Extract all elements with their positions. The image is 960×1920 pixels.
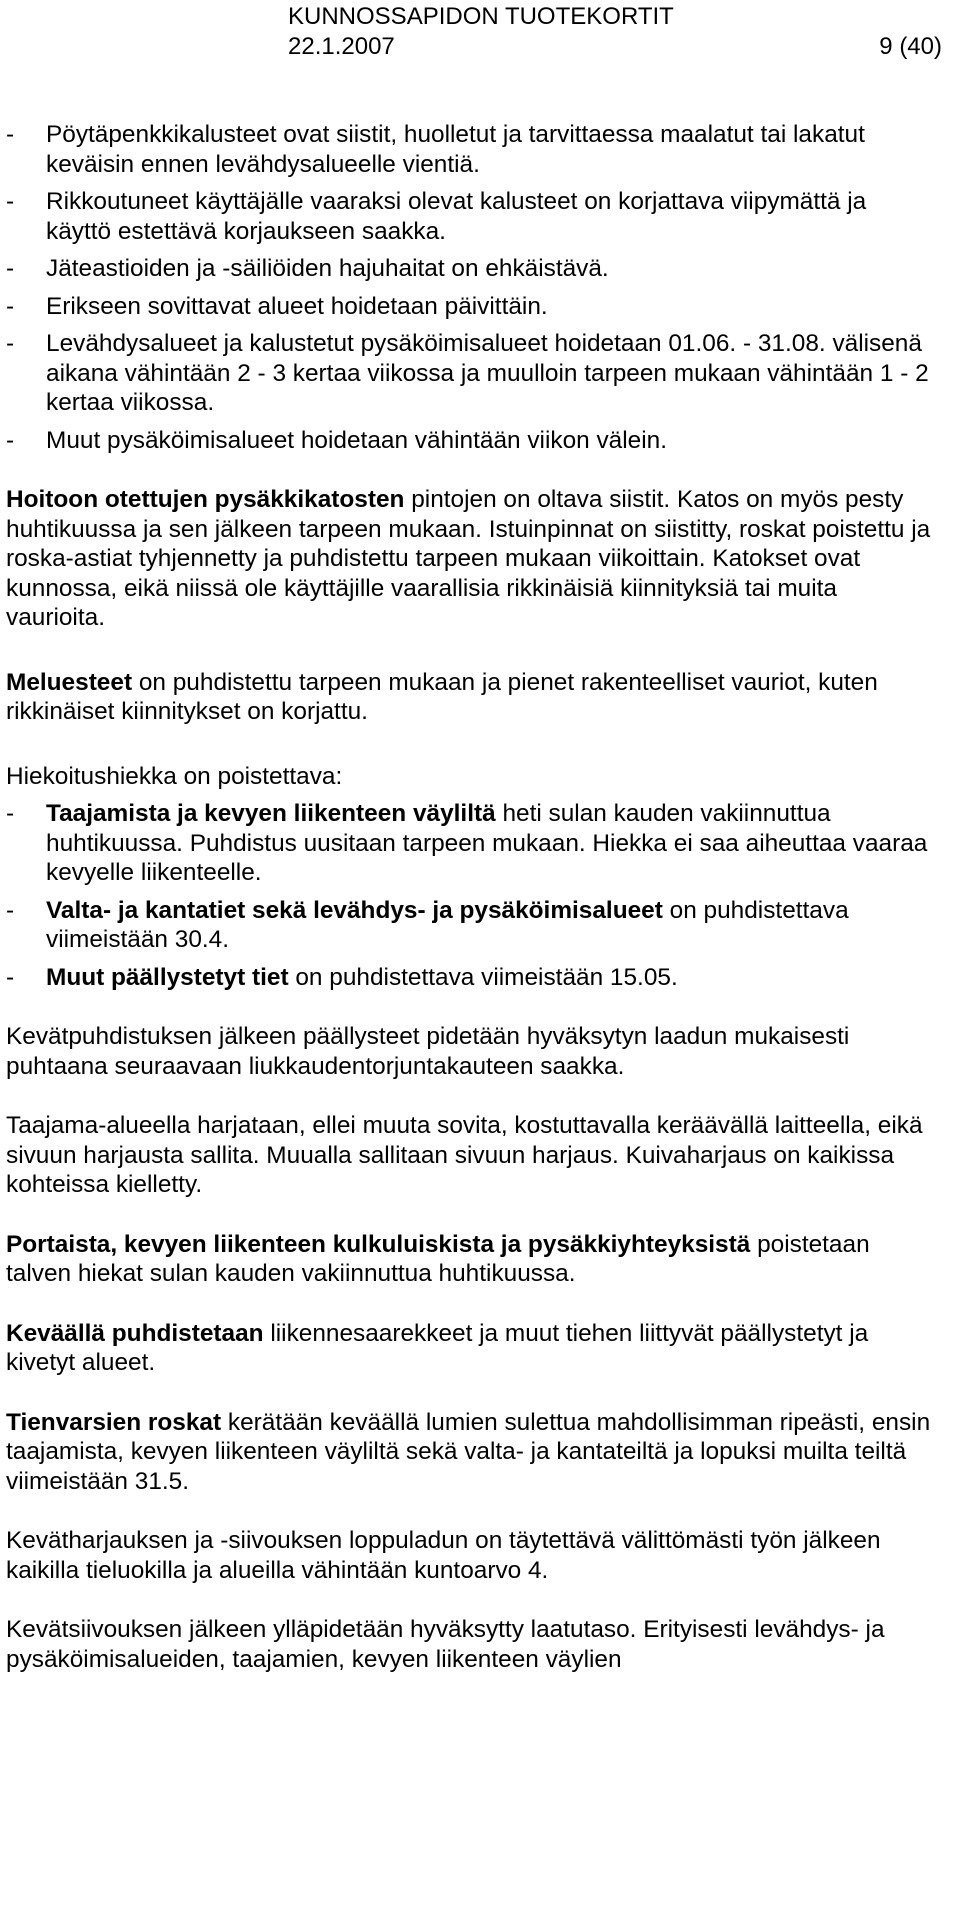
bold-lead: Keväällä puhdistetaan — [6, 1319, 264, 1347]
paragraph-text: liikennesaarekkeet ja muut tiehen liittyvät päällystetyt ja kivetyt alueet. — [6, 1319, 869, 1376]
list-item-text: on puhdistettava viimeistään 15.05. — [288, 963, 678, 991]
paragraph-text: kerätään keväällä lumien sulettua mahdollisimman ripeästi, ensin taajamista, kevyen liikenteen väyliltä sekä valta- ja kantateiltä ja lopuksi muilta teiltä viimeistään 31.5. — [6, 1408, 931, 1495]
list-item-text: on puhdistettava viimeistään 30.4. — [46, 896, 849, 953]
header-date: 22.1.2007 — [288, 33, 395, 60]
paragraph-traffic-islands — [6, 1319, 936, 1378]
list-item — [6, 896, 936, 955]
bold-lead: Tienvarsien roskat — [6, 1408, 222, 1436]
document-body — [6, 120, 936, 1674]
bold-lead: Valta- ja kantatiet sekä levähdys- ja pysäköimisalueet — [46, 896, 663, 924]
sand-removal-list — [6, 799, 936, 992]
list-item: - Erikseen sovittavat alueet hoidetaan päivittäin. — [6, 292, 936, 322]
list-item: - Levähdysalueet ja kalustetut pysäköimisalueet hoidetaan 01.06. - 31.08. välisenä aikana vähintään 2 - 3 kertaa viikossa ja muulloin tarpeen mukaan vähintään 1 - 2 kertaa viikossa. — [6, 329, 936, 418]
list-item: - Pöytäpenkkikalusteet ovat siistit, huolletut ja tarvittaessa maalatut tai lakatut keväisin ennen levähdysalueelle vientiä. — [6, 120, 936, 179]
list-item — [6, 799, 936, 888]
list-item-text: heti sulan kauden vakiinnuttua huhtikuussa. Puhdistus uusitaan tarpeen mukaan. Hiekka ei saa aiheuttaa vaaraa kevyelle liikenteelle. — [46, 800, 928, 886]
paragraph-maintenance-level: Kevätsiivouksen jälkeen ylläpidetään hyväksytty laatutaso. Erityisesti levähdys- ja pysäköimisalueiden, taajamien, kevyen liikenteen väylien — [6, 1616, 885, 1673]
paragraph-bus-shelters — [6, 485, 936, 633]
bold-lead: Portaista, kevyen liikenteen kulkuluiskista ja pysäkkiyhteyksistä — [6, 1230, 751, 1258]
paragraph-spring-cleaning: Kevätpuhdistuksen jälkeen päällysteet pidetään hyväksytyn laadun mukaisesti puhtaana seuraavaan liukkaudentorjuntakauteen saakka. — [6, 1023, 850, 1080]
paragraph-roadside-litter — [6, 1408, 936, 1497]
list-item: - Jäteastioiden ja -säiliöiden hajuhaitat on ehkäistävä. — [6, 254, 936, 284]
list-item: - Rikkoutuneet käyttäjälle vaaraksi olevat kalusteet on korjattava viipymättä ja käyttö estettävä korjaukseen saakka. — [6, 187, 936, 246]
paragraph-urban-brushing: Taajama-alueella harjataan, ellei muuta sovita, kostuttavalla keräävällä laitteella, eikä sivuun harjausta sallita. Muualla sallitaan sivuun harjaus. Kuivaharjaus on kaikissa kohteissa kielletty. — [6, 1112, 923, 1198]
list-item — [6, 963, 936, 993]
paragraph-noise-barriers — [6, 668, 936, 727]
section-heading: Hiekoitushiekka on poistettava: — [6, 762, 343, 790]
paragraph-brushing-quality: Kevätharjauksen ja -siivouksen loppuladun on täytettävä välittömästi työn jälkeen kaikilla tieluokilla ja alueilla vähintään kuntoarvo 4. — [6, 1527, 881, 1584]
maintenance-list — [6, 120, 936, 455]
header-page-number: 9 (40) — [879, 33, 942, 60]
paragraph-stairs — [6, 1230, 936, 1289]
bold-lead: Hoitoon otettujen pysäkkikatosten — [6, 486, 405, 513]
list-item: - Muut pysäköimisalueet hoidetaan vähintään viikon välein. — [6, 426, 936, 456]
paragraph-text: on puhdistettu tarpeen mukaan ja pienet rakenteelliset vauriot, kuten rikkinäiset kiinnitykset on korjattu. — [6, 668, 878, 725]
bold-lead: Taajamista ja kevyen liikenteen väyliltä — [46, 800, 496, 827]
bold-lead: Muut päällystetyt tiet — [46, 963, 289, 991]
header-title: KUNNOSSAPIDON TUOTEKORTIT — [288, 3, 674, 30]
bold-lead: Meluesteet — [6, 668, 133, 696]
paragraph-text: pintojen on oltava siistit. Katos on myös pesty huhtikuussa ja sen jälkeen tarpeen mukaan. Istuinpinnat on siistitty, roskat poistettu ja roska-astiat tyhjennetty ja puhdistettu tarpeen mukaan viikoittain. Katokset ovat kunnossa, eikä niissä ole käyttäjille vaarallisia rikkinäisiä kiinnityksiä tai muita vaurioita. — [6, 486, 931, 631]
paragraph-text: poistetaan talven hiekat sulan kauden vakiinnuttua huhtikuussa. — [6, 1230, 870, 1287]
